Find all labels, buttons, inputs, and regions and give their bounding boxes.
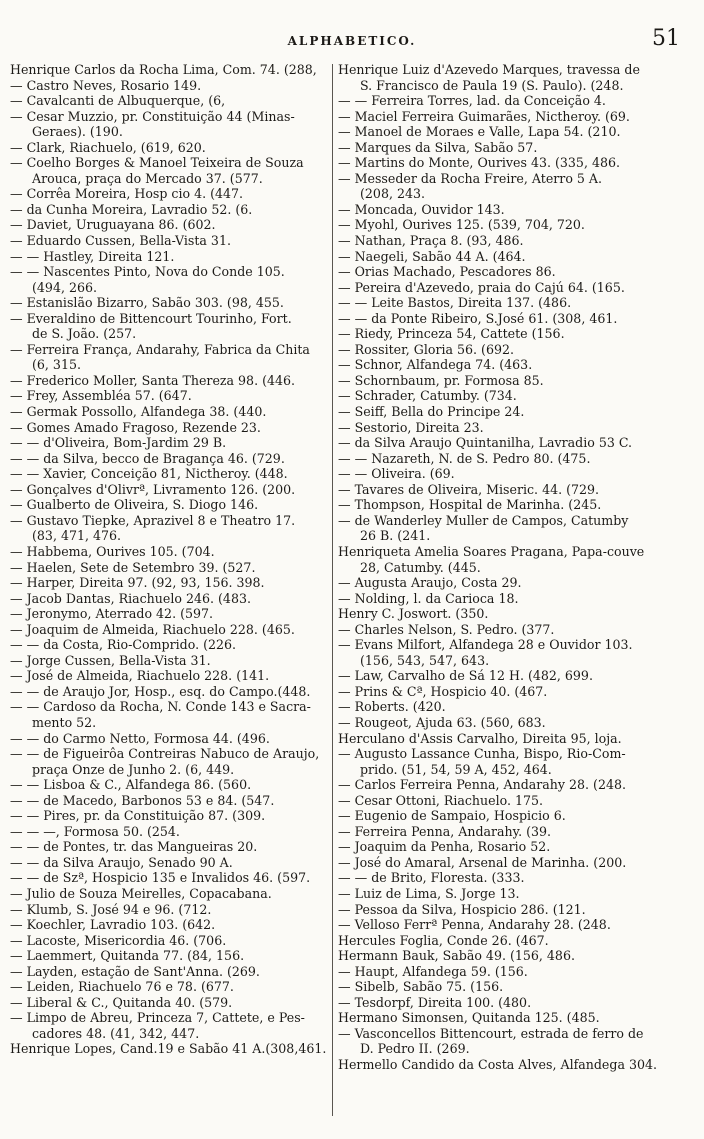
directory-entry-line: — — Cardoso da Rocha, N. Conde 143 e Sacra- [10,699,311,715]
directory-entry-line: — Limpo de Abreu, Princeza 7, Cattete, e Pes- [10,1010,305,1026]
directory-entry-line: — de Wanderley Muller de Campos, Catumby [338,512,629,528]
left-column [10,62,328,1122]
directory-entry-line: — da Silva Araujo Quintanilha, Lavradio 53 C. [338,435,633,451]
directory-entry-line: — Manoel de Moraes e Valle, Lapa 54. (210. [338,124,621,140]
directory-entry-line: — — Ferreira Torres, lad. da Conceição 4. [338,93,606,109]
directory-entry-line: — — de Macedo, Barbonos 53 e 84. (547. [10,792,275,808]
directory-entry-line: — Joaquim de Almeida, Riachuelo 228. (465. [10,621,295,637]
directory-entry-line: D. Pedro II. (269. [360,1041,470,1057]
directory-entry-line: — Sestorio, Direita 23. [338,419,484,435]
directory-entry-line: — José do Amaral, Arsenal de Marinha. (200. [338,854,627,870]
directory-entry-line: — Estanislão Bizarro, Sabão 303. (98, 455. [10,295,284,311]
directory-entry-line: — Evans Milfort, Alfandega 28 e Ouvidor 103. [338,637,633,653]
directory-entry-line: — Joaquim da Penha, Rosario 52. [338,839,551,855]
directory-entry-line: — Frederico Moller, Santa Thereza 98. (446. [10,372,296,388]
directory-entry-line: — Law, Carvalho de Sá 12 H. (482, 699. [338,668,593,684]
directory-entry-line: prido. (51, 54, 59 A, 452, 464. [360,761,552,777]
directory-entry-line: Hercules Foglia, Conde 26. (467. [338,932,549,948]
directory-entry-line: — Pessoa da Silva, Hospicio 286. (121. [338,901,586,917]
directory-entry-line: — da Cunha Moreira, Lavradio 52. (6. [10,201,253,217]
directory-entry-line: — Cavalcanti de Albuquerque, (6, [10,93,226,109]
directory-entry-line: — Schnor, Alfandega 74. (463. [338,357,533,373]
directory-entry-line: — Layden, estação de Sant'Anna. (269. [10,963,260,979]
directory-entry-line: — Germak Possollo, Alfandega 38. (440. [10,404,267,420]
directory-entry-line: cadores 48. (41, 342, 447. [32,1025,200,1041]
directory-entry-line: — — do Carmo Netto, Formosa 44. (496. [10,730,270,746]
directory-entry-line: — Gustavo Tiepke, Aprazivel 8 e Theatro 17. [10,512,296,528]
directory-entry-line: — Clark, Riachuelo, (619, 620. [10,139,206,155]
directory-entry-line: — Roberts. (420. [338,699,446,715]
directory-entry-line: — Everaldino de Bittencourt Tourinho, Fort. [10,310,292,326]
directory-entry-line: — Cesar Muzzio, pr. Constituição 44 (Minas- [10,108,295,124]
directory-entry-line: — Sibelb, Sabão 75. (156. [338,979,504,995]
directory-entry-line: Hermano Simonsen, Quitanda 125. (485. [338,1010,600,1026]
directory-entry-line: — — de Pontes, tr. das Mangueiras 20. [10,839,258,855]
directory-entry-line: — Martins do Monte, Ourives 43. (335, 486. [338,155,620,171]
directory-entry-line: — Rougeot, Ajuda 63. (560, 683. [338,714,546,730]
directory-entry-line: — — da Costa, Rio-Comprido. (226. [10,637,237,653]
directory-entry-line: — José de Almeida, Riachuelo 228. (141. [10,668,270,684]
directory-entry-line: — — d'Oliveira, Bom-Jardim 29 B. [10,435,227,451]
directory-entry-line: — Jacob Dantas, Riachuelo 246. (483. [10,590,251,606]
directory-entry-line: — Tavares de Oliveira, Miseric. 44. (729. [338,481,600,497]
page-number: 51 [652,26,680,51]
directory-entry-line: — — Pires, pr. da Constituição 87. (309. [10,808,266,824]
directory-entry-line: — Coelho Borges & Manoel Teixeira de Souza [10,155,304,171]
directory-entry-line: mento 52. [32,714,97,730]
directory-entry-line: — Myohl, Ourives 125. (539, 704, 720. [338,217,585,233]
directory-entry-line: — Moncada, Ouvidor 143. [338,201,505,217]
directory-entry-line: — — Nascentes Pinto, Nova do Conde 105. [10,264,285,280]
directory-entry-line: praça Onze de Junho 2. (6, 449. [32,761,235,777]
directory-entry-line: — Klumb, S. José 94 e 96. (712. [10,901,212,917]
directory-entry-line: — Koechler, Lavradio 103. (642. [10,917,216,933]
directory-entry-line: — Ferreira Penna, Andarahy. (39. [338,823,552,839]
directory-entry-line: — Habbema, Ourives 105. (704. [10,543,215,559]
directory-entry-line: — Corrêa Moreira, Hosp cio 4. (447. [10,186,244,202]
directory-entry-line: — — Xavier, Conceição 81, Nictheroy. (448. [10,466,288,482]
directory-entry-line: — Velloso Ferrª Penna, Andarahy 28. (248. [338,917,611,933]
directory-entry-line: 28, Catumby. (445. [360,559,481,575]
directory-entry-line: — Riedy, Princeza 54, Cattete (156. [338,326,565,342]
directory-entry-line: — Maciel Ferreira Guimarães, Nictheroy. (69. [338,108,630,124]
directory-entry-line: — Messeder da Rocha Freire, Aterro 5 A. [338,170,603,186]
directory-entry-line: — Pereira d'Azevedo, praia do Cajú 64. (165. [338,279,625,295]
directory-entry-line: — — Leite Bastos, Direita 137. (486. [338,295,572,311]
directory-entry-line: (208, 243. [360,186,425,202]
directory-entry-line: — Gualberto de Oliveira, S. Diogo 146. [10,497,259,513]
directory-entry-line: — Schrader, Catumby. (734. [338,388,517,404]
directory-entry-line: — Gonçalves d'Olivrª, Livramento 126. (200. [10,481,296,497]
directory-entry-line: — Prins & Cª, Hospicio 40. (467. [338,683,548,699]
directory-entry-line: — Vasconcellos Bittencourt, estrada de ferro de [338,1025,644,1041]
directory-entry-line: — Thompson, Hospital de Marinha. (245. [338,497,602,513]
directory-entry-line: — Liberal & C., Quitanda 40. (579. [10,994,233,1010]
directory-entry-line: — — Hastley, Direita 121. [10,248,175,264]
directory-entry-line: — Leiden, Riachuelo 76 e 78. (677. [10,979,234,995]
directory-entry-line: — Tesdorpf, Direita 100. (480. [338,994,532,1010]
directory-entry-line: — Jeronymo, Aterrado 42. (597. [10,606,214,622]
directory-entry-line: — Rossiter, Gloria 56. (692. [338,341,514,357]
directory-entry-line: 26 B. (241. [360,528,431,544]
directory-entry-line: — Luiz de Lima, S. Jorge 13. [338,885,520,901]
directory-entry-line: — Laemmert, Quitanda 77. (84, 156. [10,948,245,964]
directory-entry-line: (6, 315. [32,357,81,373]
directory-entry-line: — Carlos Ferreira Penna, Andarahy 28. (248. [338,777,627,793]
directory-entry-line: — — Lisboa & C., Alfandega 86. (560. [10,777,252,793]
directory-entry-line: — Julio de Souza Meirelles, Copacabana. [10,885,272,901]
directory-entry-line: — — da Silva, becco de Bragança 46. (729. [10,450,285,466]
directory-entry-line: — Gomes Amado Fragoso, Rezende 23. [10,419,261,435]
directory-entry-line: — — —, Formosa 50. (254. [10,823,180,839]
page-header [0,26,704,56]
directory-entry-line: — Marques da Silva, Sabão 57. [338,139,538,155]
directory-entry-line: Geraes). (190. [32,124,123,140]
directory-entry-line: — — de Brito, Floresta. (333. [338,870,525,886]
directory-entry-line: — Orias Machado, Pescadores 86. [338,264,556,280]
directory-entry-line: Henrique Luiz d'Azevedo Marques, travessa de [338,62,640,77]
column-divider [332,64,333,1116]
directory-entry-line: — Augusta Araujo, Costa 29. [338,575,522,591]
directory-entry-line: Arouca, praça do Mercado 37. (577. [32,170,263,186]
right-column [338,62,688,1122]
directory-entry-line: — — da Silva Araujo, Senado 90 A. [10,854,233,870]
directory-entry-line: Henrique Carlos da Rocha Lima, Com. 74. (288, [10,62,317,77]
directory-entry-line: (494, 266. [32,279,97,295]
directory-entry-line: Herculano d'Assis Carvalho, Direita 95, loja. [338,730,622,746]
directory-entry-line: — Cesar Ottoni, Riachuelo. 175. [338,792,544,808]
directory-entry-line: — — de Figueirôa Contreiras Nabuco de Araujo, [10,746,320,762]
directory-entry-line: — Lacoste, Misericordia 46. (706. [10,932,227,948]
directory-entry-line: S. Francisco de Paula 19 (S. Paulo). (248. [360,77,624,93]
directory-entry-line: — Eugenio de Sampaio, Hospicio 6. [338,808,566,824]
directory-entry-line: Henrique Lopes, Cand.19 e Sabão 41 A.(308,461. [10,1041,327,1057]
directory-entry-line: Henry C. Joswort. (350. [338,606,489,622]
directory-entry-line: (156, 543, 547, 643. [360,652,490,668]
directory-entry-line: — — Oliveira. (69. [338,466,455,482]
directory-entry-line: — Daviet, Uruguayana 86. (602. [10,217,216,233]
directory-entry-line: — Frey, Assembléa 57. (647. [10,388,192,404]
directory-entry-line: — Naegeli, Sabão 44 A. (464. [338,248,526,264]
directory-entry-line: — Haelen, Sete de Setembro 39. (527. [10,559,256,575]
directory-entry-line: — Haupt, Alfandega 59. (156. [338,963,528,979]
directory-entry-line: — Nolding, l. da Carioca 18. [338,590,519,606]
directory-entry-line: Hermello Candido da Costa Alves, Alfandega 304. [338,1057,658,1072]
directory-entry-line: — Eduardo Cussen, Bella-Vista 31. [10,233,231,249]
directory-entry-line: — — Nazareth, N. de S. Pedro 80. (475. [338,450,591,466]
directory-entry-line: — Seiff, Bella do Principe 24. [338,404,525,420]
page-title: ALPHABETICO. [287,34,417,48]
directory-entry-line: (83, 471, 476. [32,528,122,544]
directory-entry-line: Henriqueta Amelia Soares Pragana, Papa-couve [338,543,645,559]
directory-entry-line: — Augusto Lassance Cunha, Bispo, Rio-Com- [338,746,626,762]
directory-entry-line: — Ferreira França, Andarahy, Fabrica da Chita [10,341,310,357]
directory-entry-line: Hermann Bauk, Sabão 49. (156, 486. [338,948,575,964]
directory-entry-line: — Castro Neves, Rosario 149. [10,77,202,93]
directory-entry-line: — Nathan, Praça 8. (93, 486. [338,233,524,249]
directory-entry-line: — — de Szª, Hospicio 135 e Invalidos 46. (597. [10,870,311,886]
directory-entry-line: — — de Araujo Jor, Hosp., esq. do Campo.(448. [10,683,311,699]
directory-entry-line: — Schornbaum, pr. Formosa 85. [338,372,544,388]
directory-entry-line: — — da Ponte Ribeiro, S.José 61. (308, 461. [338,310,618,326]
directory-entry-line: de S. João. (257. [32,326,137,342]
directory-entry-line: — Charles Nelson, S. Pedro. (377. [338,621,555,637]
directory-entry-line: — Harper, Direita 97. (92, 93, 156. 398. [10,575,265,591]
directory-entry-line: — Jorge Cussen, Bella-Vista 31. [10,652,211,668]
